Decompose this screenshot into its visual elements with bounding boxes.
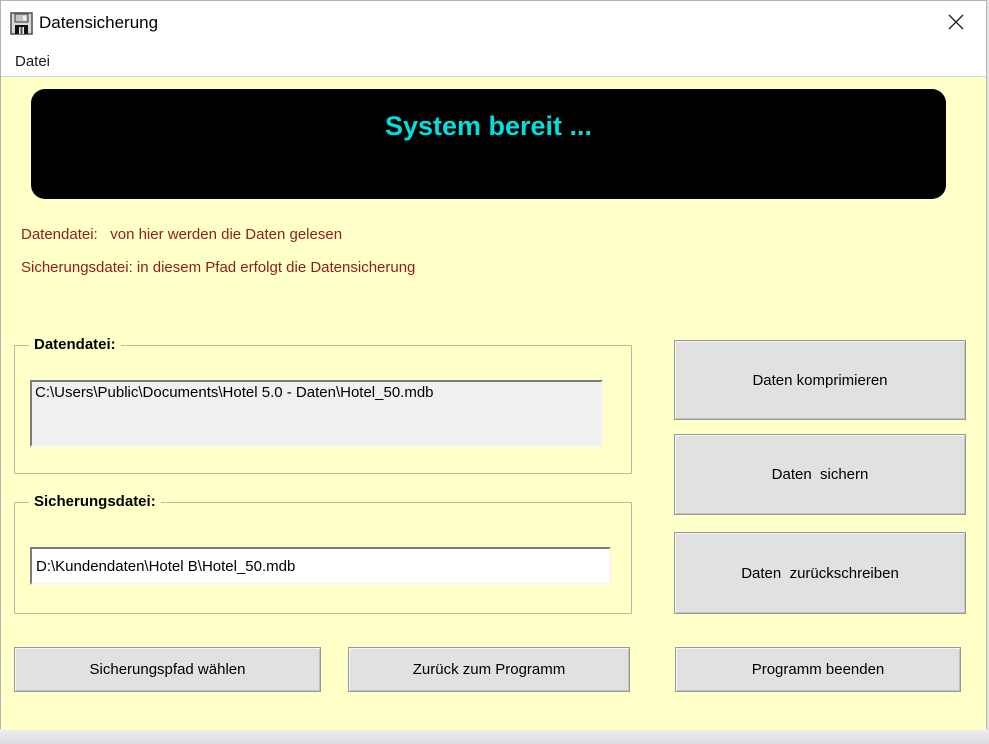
daten-zurueckschreiben-button[interactable]: Daten zurückschreiben <box>674 532 966 614</box>
desktop-background <box>0 730 989 744</box>
status-display <box>31 89 946 199</box>
zurueck-zum-programm-button[interactable]: Zurück zum Programm <box>348 647 630 692</box>
sicherungspfad-waehlen-button[interactable]: Sicherungspfad wählen <box>14 647 321 692</box>
daten-komprimieren-button[interactable]: Daten komprimieren <box>674 340 966 420</box>
datendatei-path-text: C:\Users\Public\Documents\Hotel 5.0 - Daten\Hotel_50.mdb <box>35 384 434 401</box>
close-icon <box>947 13 965 34</box>
daten-sichern-button[interactable]: Daten sichern <box>674 434 966 515</box>
window-title: Datensicherung <box>39 13 159 32</box>
form-area <box>1 76 986 731</box>
datendatei-field[interactable] <box>30 380 603 447</box>
datendatei-groupbox <box>14 336 632 474</box>
title-bar <box>1 1 986 47</box>
info-line-datendatei: Datendatei: von hier werden die Daten gelesen <box>21 226 343 243</box>
menu-bar <box>1 47 986 76</box>
sicherungsdatei-input[interactable] <box>30 547 611 585</box>
close-button[interactable] <box>938 6 974 40</box>
status-text: System bereit ... <box>384 111 593 141</box>
sicherungsdatei-group-label: Sicherungsdatei: <box>29 493 161 510</box>
info-line-sicherungsdatei: Sicherungsdatei: in diesem Pfad erfolgt die Datensicherung <box>21 259 416 276</box>
datendatei-group-label: Datendatei: <box>29 336 121 353</box>
floppy-disk-icon <box>10 12 33 35</box>
sicherungsdatei-groupbox <box>14 493 632 614</box>
programm-beenden-button[interactable]: Programm beenden <box>675 647 961 692</box>
menu-item-datei[interactable]: Datei <box>15 53 51 70</box>
